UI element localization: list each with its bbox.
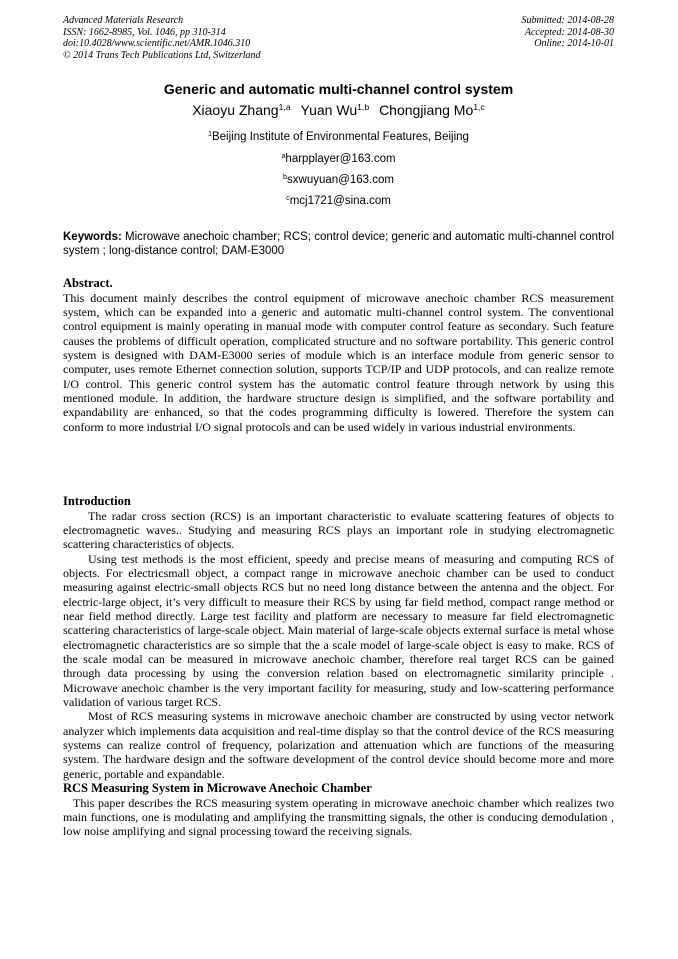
- email-line: [63, 153, 614, 166]
- email-mark: b: [283, 173, 288, 182]
- affiliation-text: Beijing Institute of Environmental Features, Beijing: [211, 131, 469, 143]
- introduction-paragraph: Using test methods is the most efficient, speedy and precise means of measuring and computing RCS of objects. For electricsmall object, a compact range in microwave anechoic chamber can be used to conduct measuring against electric-small objects RCS but no need long distance between the antenna and the object. For electric-large object, it’s very difficult to measure their RCS by using far field method, compact range method or near field method directly. Large test facility and platform are necessary to measure far field electromagnetic scattering characteristics of large-scale object. Main material of large-scale objects external surface is metal whose electromagnetic characteristics are so simple that the a scale model of large-scale object is easy to make. RCS of the scale modal can be measured in microwave anechoic chamber, therefore real target RCS can be gained through data processing by using the conversion relation based on electromagnetic similarity principle . Microwave anechoic chamber is the very important facility for measuring, study and low-scattering performance validation of various target RCS.: [63, 551, 614, 709]
- keywords-label: Keywords:: [63, 231, 122, 243]
- issn-line: ISSN: 1662-8985, Vol. 1046, pp 310-314: [63, 26, 226, 38]
- author-name: Xiaoyu Zhang: [192, 102, 279, 118]
- author-name: Chongjiang Mo: [379, 102, 474, 118]
- abstract-section: [63, 276, 614, 434]
- email-mark: a: [281, 152, 286, 161]
- journal-name: Advanced Materials Research: [63, 15, 184, 26]
- author: [301, 102, 370, 118]
- email-line: [63, 174, 614, 187]
- submitted-date: Submitted: 2014-08-28: [521, 15, 614, 26]
- dates-header: [522, 15, 615, 50]
- email-address: sxwuyuan@163.com: [287, 174, 394, 186]
- author-list: [63, 102, 614, 119]
- email-line: [63, 195, 614, 208]
- journal-header: [63, 15, 261, 61]
- introduction-section: [63, 494, 614, 839]
- introduction-paragraph: The radar cross section (RCS) is an important characteristic to evaluate scattering features of objects to electromagnetic waves.. Studying and measuring RCS plays an important role in studying electromagnetic scattering characteristics of objects.: [63, 508, 614, 552]
- introduction-paragraph: Most of RCS measuring systems in microwave anechoic chamber are constructed by using vector network analyzer which implements data acquisition and real-time display so that the control device of the RCS measuring systems can realize control of frequency, polarization and attenuation which are functions of the measuring system. The hardware design and the software development of the control device should become more and more generic, portable and expandable.: [63, 709, 614, 781]
- author-affiliation-mark: 1,c: [473, 102, 485, 113]
- affiliation-mark: 1: [208, 130, 212, 139]
- email-address: mcj1721@sina.com: [289, 195, 391, 207]
- accepted-date: Accepted: 2014-08-30: [524, 26, 614, 38]
- author: [192, 102, 290, 118]
- keywords-block: [63, 230, 614, 258]
- keywords-text: Microwave anechoic chamber; RCS; control device; generic and automatic multi-channel control system ; long-distance control; DAM-E3000: [63, 231, 614, 257]
- author-affiliation-mark: 1,a: [278, 102, 291, 113]
- paper-title: Generic and automatic multi-channel control system: [163, 81, 514, 97]
- copyright-line: © 2014 Trans Tech Publications Ltd, Switzerland: [63, 49, 261, 61]
- author-affiliation-mark: 1,b: [357, 102, 370, 113]
- abstract-heading: Abstract.: [63, 276, 113, 290]
- email-address: harpplayer@163.com: [285, 153, 396, 165]
- author-name: Yuan Wu: [300, 102, 358, 118]
- author: [379, 102, 485, 118]
- abstract-text: This document mainly describes the control equipment of microwave anechoic chamber RCS measurement system, which can be expanded into a generic and automatic multi-channel control system. The conventional control equipment is mainly operating in manual mode with computer control feature as secondary. Such feature causes the problems of difficult operation, complicated structure and no software portability. This generic control system is designed with DAM-E3000 series of module which is an interface module from generic sensor to computer, uses remote Ethernet connection solution, supports TCP/IP and UDP protocols, and can realize remote I/O control. This generic control system has the automatic control feature through network by using this mentioned module. In addition, the hardware structure design is simplified, and the software portability and expandability are enhanced, so that the codes programming difficulty is lowered. Therefore the system can conform to more industrial I/O signal protocols and can be used widely in various industrial environments.: [63, 290, 614, 434]
- rcs-section-paragraph: This paper describes the RCS measuring system operating in microwave anechoic chamber which realizes two main functions, one is modulating and amplifying the transmitting signals, the other is conducing demodulation , low noise amplifying and signal processing toward the receiving signals.: [63, 795, 614, 839]
- affiliation: [63, 131, 614, 144]
- doi-line: doi:10.4028/www.scientific.net/AMR.1046.310: [63, 38, 251, 49]
- introduction-heading: Introduction: [63, 494, 131, 508]
- online-date: Online: 2014-10-01: [534, 38, 614, 49]
- email-mark: c: [286, 194, 290, 203]
- rcs-section-heading: RCS Measuring System in Microwave Anechoic Chamber: [63, 781, 372, 796]
